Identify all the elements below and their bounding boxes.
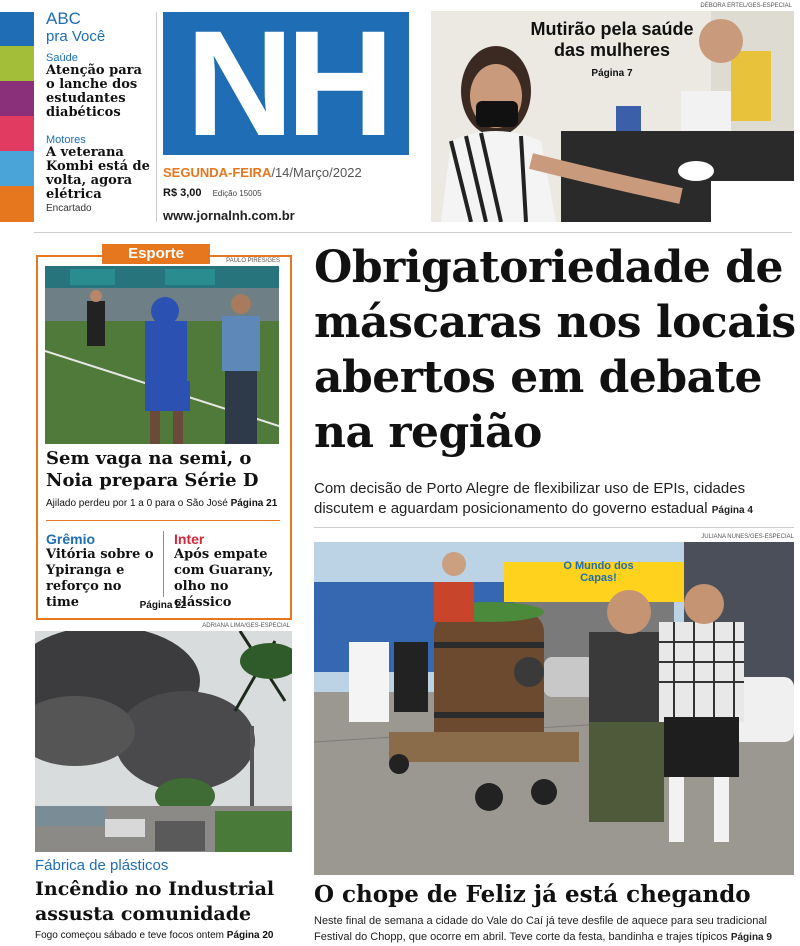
divider (46, 520, 280, 521)
photo-credit: PAULO PIRES/GES (226, 258, 280, 264)
chopp-page: Página 9 (730, 932, 772, 943)
chopp-parade-photo[interactable] (314, 542, 794, 875)
divider (314, 527, 794, 528)
main-subhead: Com decisão de Porto Alegre de flexibilizar uso de EPIs, cidades discutem e aguardam posicionamento do governo estadual Página 4 (314, 480, 753, 517)
teaser-motors[interactable]: Motores A veterana Kombi está de volta, agora elétrica Encartado (46, 134, 152, 214)
fire-summary: Fogo começou sábado e teve focos ontem Página 20 (35, 930, 274, 941)
inter-teaser[interactable]: Inter Após empate com Guarany, olho no clássico (174, 531, 274, 610)
sports-summary: Ajilado perdeu por 1 a 0 para o São José Página 21 (46, 498, 278, 509)
store-sign: O Mundo dos Capas! (563, 560, 634, 584)
date-line (163, 165, 362, 180)
weekday: SEGUNDA-FEIRA (163, 165, 272, 180)
date: /14/Março/2022 (271, 165, 362, 180)
fire-kicker: Fábrica de plásticos (35, 857, 169, 874)
price-line (163, 187, 262, 199)
sports-headline[interactable]: Sem vaga na semi, o Noia prepara Série D (46, 448, 259, 491)
main-page: Página 4 (711, 505, 753, 516)
edition: Edição 15005 (212, 189, 262, 198)
photo-credit: ADRIANA LIMA/GES-ESPECIAL (202, 623, 290, 629)
sports-page-22: Página 22 (139, 600, 187, 611)
photo-credit: JULIANA NUNES/GES-ESPECIAL (701, 534, 794, 540)
parade-illustration (314, 542, 794, 875)
website-link[interactable]: www.jornalnh.com.br (163, 208, 295, 223)
divider (156, 12, 157, 222)
sports-label[interactable]: Esporte (102, 244, 210, 264)
photo-credit: DÉBORA ERTEL/GES-ESPECIAL (700, 3, 792, 9)
main-headline[interactable]: Obrigatoriedade de máscaras nos locais abertos em debate na região (314, 242, 796, 458)
fire-photo[interactable] (35, 631, 292, 852)
soccer-illustration (45, 266, 279, 444)
price: R$ 3,00 (163, 187, 202, 199)
fire-headline[interactable]: Incêndio no Industrial assusta comunidade (35, 878, 275, 925)
chopp-summary: Neste final de semana a cidade do Vale do Caí já teve desfile de aquece para seu tradicional Festival do Chopp, que ocorre em abril. Teve corte da festa, bandinha e trajes típicos Página 9 (314, 915, 772, 943)
encartado-tag: Encartado (46, 203, 92, 214)
divider (163, 531, 164, 597)
gremio-teaser[interactable]: Grêmio Vitória sobre o Ypiranga e reforço no time (46, 531, 154, 610)
top-story-title: Mutirão pela saúde das mulheres (530, 19, 694, 60)
fire-illustration (35, 631, 292, 852)
top-story-page: Página 7 (591, 68, 633, 79)
soccer-photo[interactable] (45, 266, 279, 444)
sports-page: Página 21 (230, 498, 278, 509)
chopp-headline[interactable]: O chope de Feliz já está chegando (314, 881, 751, 908)
health-drive-photo[interactable] (431, 11, 794, 222)
abc-supplement-title[interactable]: ABC pra Você (46, 9, 106, 45)
fire-page: Página 20 (226, 930, 274, 941)
nh-logo[interactable]: NH (163, 12, 409, 155)
divider (34, 232, 792, 233)
teaser-health[interactable]: Saúde Atenção para o lanche dos estudantes diabéticos (46, 52, 142, 120)
